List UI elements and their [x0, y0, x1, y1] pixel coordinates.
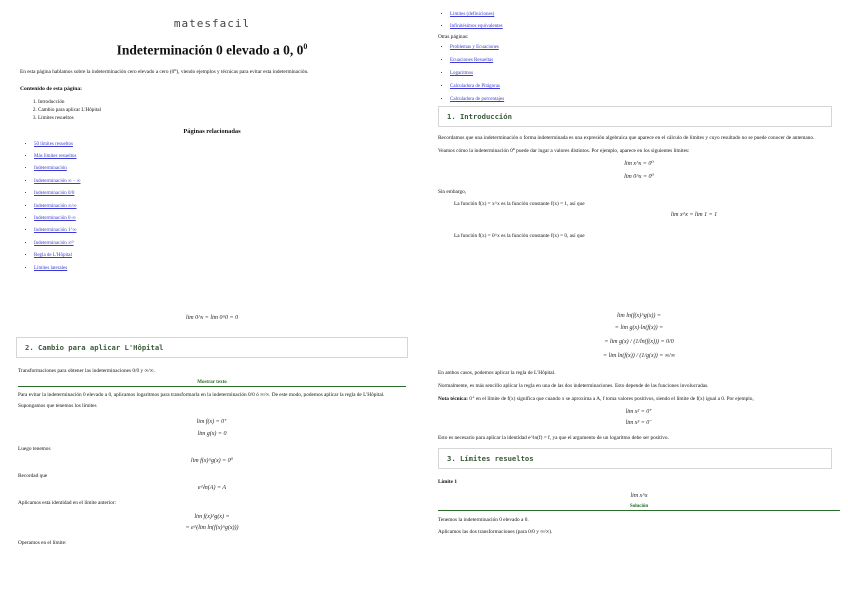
however-text: Sin embargo,	[438, 189, 467, 195]
math-line: lim 0^x = lim 0^0 = 0	[185, 315, 239, 321]
math-line: lim x^x	[630, 493, 648, 499]
have-text: Tenemos la indeterminación 0 elevado a 0.	[438, 517, 529, 523]
list-item	[450, 21, 844, 33]
necessary-text: Esto es necesario para aplicar la identidad e^ln(f) = f, ya que el argumento de un logaritmo debe ser positivo.	[438, 435, 669, 441]
bullet-item: La función f(x) = 0^x es la función constante f(x) = 0, así que	[454, 233, 585, 239]
limit-1-label: Límite 1	[438, 479, 457, 485]
related-link[interactable]: 50 límites resueltos	[34, 141, 73, 147]
transform-text: Transformaciones para obtener las indeterminaciones 0/0 y ∞/∞.	[18, 368, 155, 374]
list-item	[34, 225, 424, 237]
avoid-text: Para evitar la indeterminación 0 elevado a 0, aplicamos logaritmos para transformarla en la indeterminación 0/0 ó ∞/∞. De este modo, podemos aplicar la regla de L'Hôpital.	[18, 392, 385, 398]
toc-item[interactable]: 3. Límites resueltos	[38, 114, 424, 122]
other-links-list	[434, 41, 844, 106]
math-line: lim 0^x = 0⁰	[624, 174, 654, 180]
math-line: lim x³ = 0⁻	[625, 420, 653, 426]
top-links-list	[434, 9, 844, 33]
list-item	[450, 67, 844, 80]
right-column	[434, 0, 844, 599]
operate-text: Operamos en el límite:	[18, 540, 67, 546]
right-top-panel	[434, 0, 844, 286]
list-item	[34, 250, 424, 262]
apply-text: Aplicamos esta identidad en el límite anterior:	[18, 500, 116, 506]
section-3-heading: 3. Límites resueltos	[438, 448, 832, 469]
note-label: Nota técnica:	[438, 396, 468, 402]
list-item	[34, 213, 424, 225]
related-link[interactable]: Indeterminación 1^∞	[34, 228, 77, 234]
related-link[interactable]: Calculadora de Pitágoras	[450, 84, 500, 89]
section-1-heading: 1. Introducción	[438, 106, 832, 127]
list-item	[450, 80, 844, 93]
related-link[interactable]: Infinitésimos equivalentes	[450, 24, 503, 29]
site-logo[interactable]: matesfacil	[173, 17, 251, 30]
then-text: Luego tenemos	[18, 446, 51, 452]
related-link[interactable]: Indeterminación 0·∞	[34, 215, 76, 221]
math-line: = lim g(x) / (1/ln(f(x))) = 0/0	[604, 339, 674, 345]
math-line: lim f(x)^g(x) = 0⁰	[190, 458, 234, 464]
see-paragraph: Veamos cómo la indeterminación 0⁰ puede dar lugar a valores distintos. Por ejemplo, aparece en los siguientes límites:	[438, 148, 690, 154]
related-link[interactable]: Límites (definiciones)	[450, 12, 495, 17]
list-item	[450, 54, 844, 67]
related-link[interactable]: Calculadora de porcentajes	[450, 97, 505, 102]
page-title-text: Indeterminación 0 elevado a 0, 0	[116, 42, 304, 58]
suppose-text: Supongamos que tenemos los límites	[18, 403, 97, 409]
apply-transform-text: Aplicamos las dos transformaciones (para 0/0 y ∞/∞).	[438, 529, 553, 535]
list-item	[34, 151, 424, 163]
math-line: e^ln(A) = A	[197, 485, 227, 491]
note-text: 0⁺ en el límite de f(x) significa que cuando x se aproxima a A, f toma valores positivos, siendo el límite de f(x) igual a 0. Por ejemplo,	[469, 396, 754, 402]
math-line: lim ln(f(x)^g(x)) =	[617, 313, 661, 319]
list-item	[34, 163, 424, 175]
related-link[interactable]: Logaritmos	[450, 71, 474, 76]
page-title-exponent: 0	[303, 42, 308, 51]
list-item	[34, 201, 424, 213]
both-text: En ambos casos, podemos aplicar la regla de L'Hôpital.	[438, 370, 556, 376]
related-link[interactable]: Problemas y Ecuaciones	[450, 45, 499, 50]
math-line: lim x^x = lim 1 = 1	[670, 212, 718, 218]
related-link[interactable]: Indeterminación 0/0	[34, 191, 75, 197]
show-text-toggle[interactable]: Mostrar texto	[18, 380, 406, 387]
math-line: lim f(x) = 0⁺	[196, 419, 228, 425]
list-item	[34, 176, 424, 188]
toc-item[interactable]: 2. Cambio para aplicar L'Hôpital	[38, 106, 424, 114]
math-line: = lim ln(f(x)) / (1/g(x)) = ∞/∞	[603, 353, 675, 359]
related-link[interactable]: Límites laterales	[34, 265, 68, 271]
contents-heading: Contenido de esta página:	[20, 85, 83, 92]
list-item	[34, 139, 424, 151]
list-item	[34, 188, 424, 200]
list-item	[450, 41, 844, 54]
related-links-list	[0, 139, 424, 275]
math-line: lim f(x)^g(x) =	[194, 514, 230, 520]
related-link[interactable]: Más límites resueltos	[34, 153, 77, 159]
math-line: = lim g(x)·ln(f(x)) =	[614, 325, 664, 331]
recall-paragraph: Recordamos que una indeterminación o forma indeterminada es una expresión algebraica que aparece en el cálculo de límites y cuyo resultado no se puede conocer de antemano.	[438, 135, 815, 141]
list-item	[450, 93, 844, 106]
note-paragraph	[438, 396, 840, 403]
left-top-panel	[0, 0, 424, 300]
table-of-contents	[28, 98, 424, 122]
related-link[interactable]: Indeterminación ∞ − ∞	[34, 178, 81, 184]
left-bottom-panel	[0, 300, 424, 599]
recall-text: Recordad que	[18, 473, 48, 479]
math-line: lim g(x) = 0	[197, 431, 227, 437]
bullet-item: La función f(x) = x^x es la función constante f(x) = 1, así que	[454, 201, 585, 207]
other-pages-label: Otras páginas:	[438, 34, 469, 40]
related-link[interactable]: Indeterminación ∞/∞	[34, 203, 77, 209]
toc-item[interactable]: 1. Introducción	[38, 98, 424, 106]
math-line: lim x² = 0⁺	[625, 409, 653, 415]
related-link[interactable]: Ecuaciones Resueltas	[450, 58, 494, 63]
math-line: lim x^x = 0⁰	[624, 161, 654, 167]
related-link[interactable]: Regla de L'Hôpital	[34, 253, 72, 259]
section-2-heading: 2. Cambio para aplicar L'Hôpital	[16, 337, 408, 358]
normally-text: Normalmente, es más sencillo aplicar la regla en una de las dos indeterminaciones. Esto depende de las funciones involucradas.	[438, 383, 709, 389]
intro-paragraph: En esta página hablamos sobre la indeterminación cero elevado a cero (0⁰), viendo ejemplos y técnicas para evitar esta indeterminación.	[20, 68, 309, 75]
list-item	[450, 9, 844, 21]
right-bottom-panel	[434, 290, 844, 599]
related-link[interactable]: Indeterminación	[34, 166, 67, 172]
solution-toggle[interactable]: Solución	[438, 504, 840, 511]
math-line: = e^(lim ln(f(x)^g(x)))	[185, 525, 239, 531]
related-heading: Páginas relacionadas	[183, 127, 241, 135]
page-title	[0, 42, 424, 59]
list-item	[34, 238, 424, 250]
related-link[interactable]: Indeterminación ∞⁰	[34, 240, 74, 246]
list-item	[34, 263, 424, 275]
